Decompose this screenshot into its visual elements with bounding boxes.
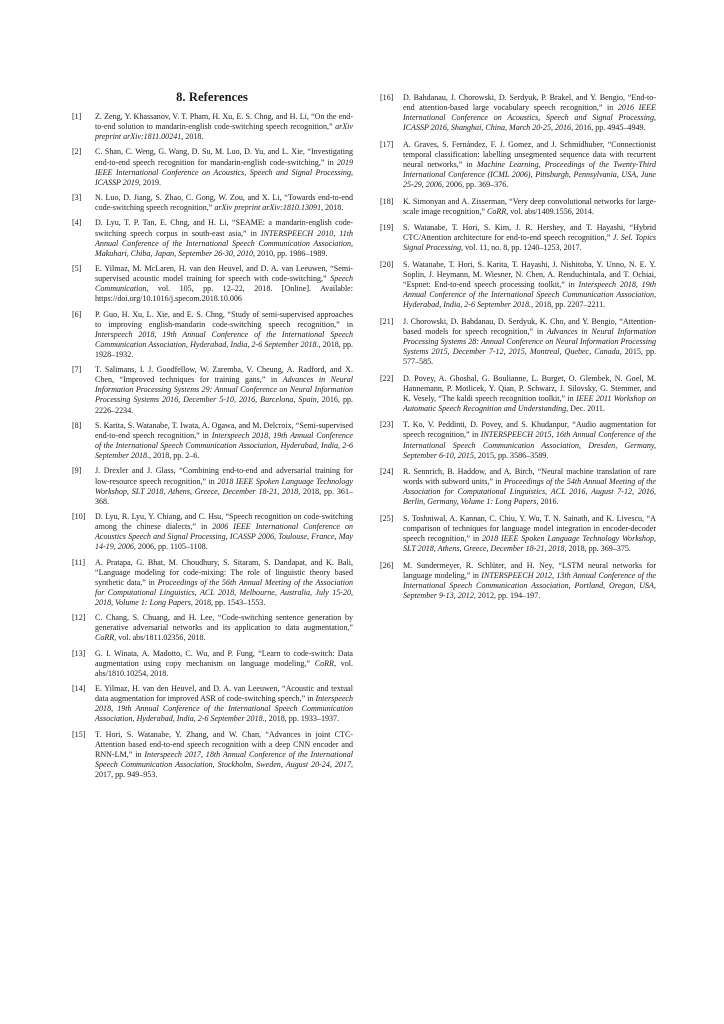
reference-text: , 2016. [536,497,559,507]
reference-venue: 2018 IEEE Spoken Language Technology Workshop, SLT 2018, Athens, Greece, December 18-21, 2018 [95,476,354,496]
reference-number: [13] [72,648,86,658]
reference-venue: 2018 IEEE Spoken Language Technology Workshop, SLT 2018, Athens, Greece, December 18-21, 2018 [403,534,656,554]
reference-text: , 2018, pp. 1543–1553. [190,597,266,607]
reference-venue: 2019 IEEE International Conference on Acoustics, Speech and Signal Processing, ICASSP 2019 [95,157,353,187]
reference-entry [72,512,353,552]
reference-venue: Interspeech 2017, 18th Annual Conference of the International Speech Communication Association, Stockholm, Sweden, August 20-24, 2017 [95,749,354,769]
reference-text: , 2018, pp. 369–375. [564,544,631,554]
reference-number: [18] [380,196,394,206]
reference-venue: Proceedings of the 56th Annual Meeting of the Association for Computational Linguistics, ACL 2018, Melbourne, Australia, July 15-20, 2018, Volume 1: Long Papers [95,577,353,607]
right-column [380,93,656,607]
reference-text: , 2016, pp. 4945–4949. [571,123,646,133]
reference-number: [2] [72,147,82,157]
reference-venue: Advances in Neural Information Processing Systems 29: Annual Conference on Neural Information Processing Systems 2016, December 5-10, 2016, Barcelona, Spain [95,375,354,405]
reference-text: C. Chang, S. Chuang, and H. Lee, “Code-switching sentence generation by generative adversarial networks and its application to data augmentation,” [95,613,353,633]
reference-venue: Advances in Neural Information Processing Systems 28: Annual Conference on Neural Information Processing Systems 2015, December 7-12, 2015, Montreal, Quebec, Canada [403,326,656,357]
reference-text: D. Lyu, T. P. Tan, E. Chng, and H. Li, “SEAME: a mandarin-english code-switching speech corpus in south-east asia,” in [95,218,353,238]
reference-text: E. Yilmaz, H. van den Heuvel, and D. A. van Leeuwen, “Acoustic and textual data augmentation for improved ASR of code-switching speech,” in [95,684,353,704]
reference-text: K. Simonyan and A. Zisserman, “Very deep convolutional networks for large-scale image recognition,” [403,196,656,216]
reference-number: [21] [380,316,394,326]
reference-venue: Interspeech 2018, 19th Annual Conference of the International Speech Communication Association, Hyderabad, India, 2-6 September 2018. [95,430,353,461]
reference-venue: Interspeech 2018, 19th Annual Conference of the International Speech Communication Association, Hyderabad, India, 2-6 September 2018. [95,329,353,349]
reference-text: , 2018, pp. 2207–2211. [531,300,606,310]
reference-text: , 2018. [181,132,204,142]
reference-entry [380,561,656,601]
reference-text: , 2010, pp. 1986–1989. [253,248,328,258]
reference-venue: CoRR [487,206,507,216]
reference-number: [5] [72,263,82,273]
reference-text: E. Yilmaz, M. McLaren, H. van den Heuvel, and D. A. van Leeuwen, “Semi-supervised acoustic model training for speech with code-switching,” [95,263,353,284]
reference-number: [6] [72,309,82,319]
reference-text: J. Drexler and J. Glass, “Combining end-to-end and adversarial training for low-resource speech recognition,” in [95,466,353,486]
reference-text: T. Salimans, I. J. Goodfellow, W. Zaremba, V. Cheung, A. Radford, and X. Chen, “Improved techniques for training gans,” in [95,365,353,385]
reference-text: , 2018. [321,203,344,213]
reference-text: S. Watanabe, T. Hori, S. Karita, T. Hayashi, J. Nishitoba, Y. Unno, N. E. Y. Soplin, J. Heymann, M. Wiesner, N. Chen, A. Renduchintala, and T. Ochiai, “Espnet: End-to-end speech processing toolkit,” in [403,259,656,290]
reference-entry [72,193,353,213]
reference-text: C. Shan, C. Weng, G. Wang, D. Su, M. Luo, D. Yu, and L. Xie, “Investigating end-to-end speech recognition for mandarin-english code-switching,” in [95,147,353,167]
reference-text: D. Lyu, R. Lyu, Y. Chiang, and C. Hsu, “Speech recognition on code-switching among the chinese dialects,” in [95,511,353,532]
reference-text: , 2018, pp. 1928–1932. [95,339,353,359]
reference-text: , 2017, pp. 949–953. [95,759,353,780]
reference-venue: CoRR [314,658,334,668]
reference-venue: Proceedings of the 54th Annual Meeting of the Association for Computational Linguistics, ACL 2016, August 7-12, 2016, Berlin, Germany, Volume 1: Long Papers [403,477,656,507]
reference-venue: IEEE 2011 Workshop on Automatic Speech Recognition and Understanding [403,393,656,413]
reference-entry [380,93,656,133]
reference-entry [72,613,353,643]
reference-venue: Interspeech 2018, 19th Annual Conference of the International Speech Communication Association, Hyderabad, India, 2-6 September 2018. [403,280,656,310]
reference-text: , 2018, pp. 2–6. [149,451,200,461]
reference-entry [380,317,656,367]
reference-entry [72,684,353,724]
reference-entry [380,260,656,310]
reference-text: , vol. abs/1409.1556, 2014. [506,206,594,216]
reference-text: , 2019. [138,177,162,187]
reference-number: [14] [72,684,86,694]
reference-text: , 2006, pp. 1105–1108. [133,542,208,552]
reference-text: D. Povey, A. Ghoshal, G. Boulianne, L. Burget, O. Glembek, N. Goel, M. Hannemann, P. Motlicek, Y. Qian, P. Schwarz, J. Silovsky, G. Stemmer, and K. Vesely, “The kaldi speech recognition toolkit,” in [403,373,656,403]
reference-number: [25] [380,513,394,523]
reference-text: M. Sundermeyer, R. Schlüter, and H. Ney, “LSTM neural networks for language modeling,” in [403,560,656,580]
reference-entry [72,466,353,506]
reference-entry [72,421,353,461]
reference-text: G. I. Winata, A. Madotto, C. Wu, and P. Fung, “Learn to code-switch: Data augmentation using copy mechanism on language modeling,” [95,648,353,668]
reference-venue: INTERSPEECH 2012, 13th Annual Conference of the International Speech Communication Association, Portland, Oregon, USA, September 9-13, 2012 [403,570,656,600]
reference-text: , vol. abs/1811.02356, 2018. [114,633,206,643]
reference-text: , 2018, pp. 1933–1937. [264,714,340,724]
reference-text: , 2018, pp. 361–368. [95,486,353,506]
reference-text: , vol. 11, no. 8, pp. 1240–1253, 2017. [461,243,582,253]
reference-entry [380,420,656,460]
reference-venue: INTERSPEECH 2010, 11th Annual Conference of the International Speech Communication Association, Makuhari, Chiba, Japan, September 26-30, 2010 [95,228,353,258]
reference-venue: 2006 IEEE International Conference on Acoustics Speech and Signal Processing, ICASSP 2006, Toulouse, France, May 14-19, 2006 [95,522,353,552]
section-heading: 8. References [176,90,248,104]
reference-entry [380,467,656,507]
reference-number: [16] [380,93,394,102]
reference-number: [22] [380,373,394,383]
reference-number: [23] [380,420,394,430]
reference-entry [72,558,353,608]
reference-text: N. Luo, D. Jiang, S. Zhao, C. Gong, W. Zou, and X. Li, “Towards end-to-end code-switching speech recognition,” [95,193,353,213]
reference-text: , vol. 105, pp. 12–22, 2018. [Online]. Available: https://doi.org/10.1016/j.specom.2018.10.006 [95,284,353,304]
reference-text: , 2016, pp. 2226–2234. [95,395,354,415]
reference-entry [72,147,353,187]
reference-number: [19] [380,223,394,233]
reference-venue: CoRR [95,633,115,643]
reference-venue: Machine Learning, Proceedings of the Twenty-Third International Conference (ICML 2006), Pittsburgh, Pennsylvania, USA, June 25-29, 2006 [403,159,657,190]
reference-number: [8] [72,420,82,430]
reference-venue: J. Sel. Topics Signal Processing [403,233,657,253]
reference-text: R. Sennrich, B. Haddow, and A. Birch, “Neural machine translation of rare words with subword units,” in [403,467,656,487]
reference-number: [12] [72,613,86,623]
reference-text: , 2006, pp. 369–376. [441,180,509,190]
reference-number: [10] [72,511,86,521]
reference-venue: Speech Communication [95,274,353,294]
reference-text: , Dec. 2011. [566,403,605,413]
reference-number: [11] [72,557,86,567]
reference-number: [4] [72,218,82,228]
reference-entry [72,310,353,360]
reference-text: T. Ko, V. Peddinti, D. Povey, and S. Khudanpur, “Audio augmentation for speech recognition,” in [403,420,656,440]
reference-text: A. Graves, S. Fernández, F. J. Gomez, and J. Schmidhuber, “Connectionist temporal classification: labelling unsegmented sequence data with recurrent neural networks,” in [403,139,656,169]
reference-venue: 2016 IEEE International Conference on Acoustics, Speech and Signal Processing, ICASSP 2016, Shanghai, China, March 20-25, 2016 [403,103,656,133]
reference-text: T. Hori, S. Watanabe, Y. Zhang, and W. Chan, “Advances in joint CTC-Attention based end-to-end speech recognition with a deep CNN encoder and RNN-LM,” in [95,729,353,759]
reference-text: S. Toshniwal, A. Kannan, C. Chiu, Y. Wu, T. N. Sainath, and K. Livescu, “A comparison of techniques for language model integration in encoder-decoder speech recognition,” in [403,513,656,544]
reference-entry [380,140,656,190]
left-column [72,112,353,785]
reference-text: A. Pratapa, G. Bhat, M. Choudhury, S. Sitaram, S. Dandapat, and K. Bali, “Language modeling for code-mixing: The role of linguistic theory based synthetic data,” in [95,557,353,587]
reference-number: [20] [380,259,394,269]
reference-venue: Interspeech 2018, 19th Annual Conference of the International Speech Communication Association, Hyderabad, India, 2-6 September 2018. [95,694,353,724]
reference-text: , 2015, pp. 3586–3589. [473,450,549,460]
reference-number: [7] [72,365,82,375]
reference-entry [380,197,656,217]
reference-number: [26] [380,560,394,570]
reference-number: [15] [72,729,86,739]
reference-text: P. Guo, H. Xu, L. Xie, and E. S. Chng, “Study of semi-supervised approaches to improving english-mandarin code-switching speech recognition,” in [95,309,353,329]
reference-text: S. Watanabe, T. Hori, S. Kim, J. R. Hershey, and T. Hayashi, “Hybrid CTC/Attention architecture for end-to-end speech recognition,” [403,223,656,243]
reference-number: [17] [380,139,394,149]
reference-venue: INTERSPEECH 2015, 16th Annual Conference of the International Speech Communication Association, Dresden, Germany, September 6-10, 2015 [403,430,657,460]
reference-entry [72,218,353,258]
reference-text: D. Bahdanau, J. Chorowski, D. Serdyuk, P. Brakel, and Y. Bengio, “End-to-end attention-based large vocabulary speech recognition,” in [403,93,656,113]
reference-text: , vol. abs/1810.10254, 2018. [95,658,353,678]
reference-entry [72,112,353,142]
reference-venue: arXiv preprint arXiv:1811.00241 [95,122,353,142]
reference-text: Z. Zeng, Y. Khassanov, V. T. Pham, H. Xu, E. S. Chng, and H. Li, “On the end-to-end solution to mandarin-english code-switching speech recognition,” [95,112,353,132]
reference-entry [380,514,656,554]
reference-number: [1] [72,112,82,121]
reference-number: [9] [72,466,82,476]
reference-text: S. Karita, S. Watanabe, T. Iwata, A. Ogawa, and M. Delcroix, “Semi-supervised end-to-end speech recognition,” in [95,420,353,440]
reference-entry [380,223,656,253]
reference-number: [24] [380,467,394,477]
reference-entry [72,365,353,415]
reference-entry [72,730,353,780]
reference-entry [72,264,353,304]
reference-text: , 2012, pp. 194–197. [473,590,541,600]
reference-entry [380,374,656,414]
reference-number: [3] [72,193,82,203]
reference-entry [72,649,353,679]
reference-text: J. Chorowski, D. Bahdanau, D. Serdyuk, K. Cho, and Y. Bengio, “Attention-based models for speech recognition,” in [403,316,656,336]
reference-venue: arXiv preprint arXiv:1810.13091 [214,203,322,213]
reference-text: , 2015, pp. 577–585. [403,347,657,367]
